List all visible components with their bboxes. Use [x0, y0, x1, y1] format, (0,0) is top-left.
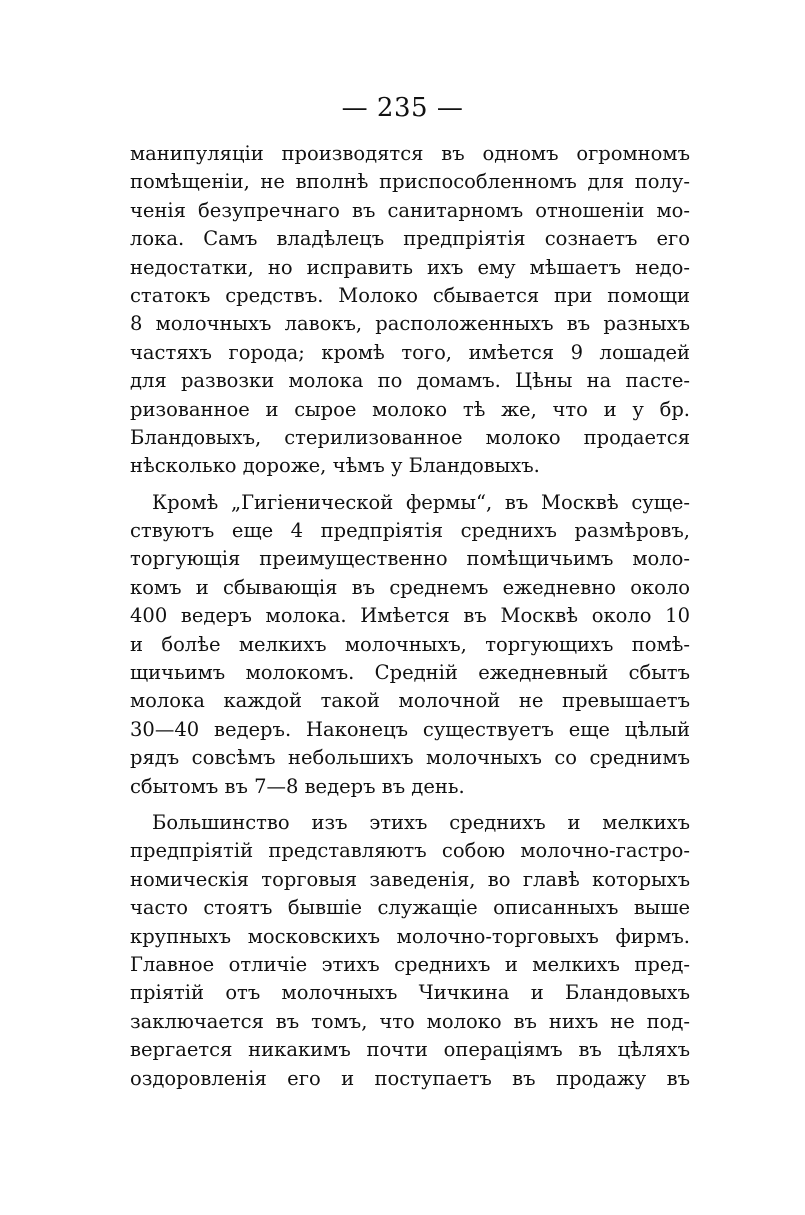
text-line: и болѣе мелкихъ молочныхъ, торгующихъ помѣ-: [130, 632, 690, 656]
text-line: пріятій отъ молочныхъ Чичкина и Бландовыхъ: [130, 981, 690, 1005]
text-line: Главное отличіе этихъ среднихъ и мелкихъ пред-: [130, 952, 690, 976]
text-line: лока. Самъ владѣлецъ предпріятія сознаетъ его: [130, 227, 690, 251]
text-line: предпріятій представляютъ собою молочно-гастро-: [130, 839, 690, 863]
text-line: заключается въ томъ, что молоко въ нихъ не под-: [130, 1009, 690, 1033]
paragraph-gap: [130, 481, 690, 489]
text-line: ствуютъ еще 4 предпріятія среднихъ размѣровъ,: [130, 519, 690, 543]
text-line: Кромѣ „Гигіенической фермы“, въ Москвѣ суще-: [152, 490, 690, 514]
body-text: [130, 140, 690, 1093]
text-line: вергается никакимъ почти операціямъ въ цѣляхъ: [130, 1038, 690, 1062]
text-line: Бландовыхъ, стерилизованное молоко продается: [130, 425, 690, 449]
text-line: щичьимъ молокомъ. Средній ежедневный сбытъ: [130, 661, 690, 685]
text-line: 30—40 ведеръ. Наконецъ существуетъ еще цѣлый: [130, 717, 690, 741]
text-line: оздоровленія его и поступаетъ въ продажу въ: [130, 1066, 690, 1090]
text-line: рядъ совсѣмъ небольшихъ молочныхъ со среднимъ: [130, 746, 690, 770]
text-line: Большинство изъ этихъ среднихъ и мелкихъ: [152, 810, 690, 834]
text-line: 400 ведеръ молока. Имѣется въ Москвѣ около 10: [130, 604, 690, 628]
text-line: сбытомъ въ 7—8 ведеръ въ день.: [130, 774, 465, 798]
text-line: крупныхъ московскихъ молочно-торговыхъ фирмъ.: [130, 924, 690, 948]
paragraph-gap: [130, 801, 690, 809]
text-line: для развозки молока по домамъ. Цѣны на пасте-: [130, 369, 690, 393]
text-line: помѣщеніи, не вполнѣ приспособленномъ для полу-: [130, 170, 690, 194]
text-line: комъ и сбывающія въ среднемъ ежедневно около: [130, 575, 690, 599]
text-line: частяхъ города; кромѣ того, имѣется 9 лошадей: [130, 340, 690, 364]
paragraph-3: [130, 809, 690, 1093]
text-line: молока каждой такой молочной не превышаетъ: [130, 689, 690, 713]
text-line: торгующія преимущественно помѣщичьимъ моло-: [130, 547, 690, 571]
text-line: статокъ средствъ. Молоко сбывается при помощи: [130, 283, 690, 307]
text-line: 8 молочныхъ лавокъ, расположенныхъ въ разныхъ: [130, 312, 690, 336]
text-line: недостатки, но исправить ихъ ему мѣшаетъ недо-: [130, 255, 690, 279]
text-line: манипуляціи производятся въ одномъ огромномъ: [130, 142, 690, 165]
paragraph-2: [130, 489, 690, 801]
text-line: номическія торговыя заведенія, во главѣ которыхъ: [130, 867, 690, 891]
text-line: ченія безупречнаго въ санитарномъ отношеніи мо-: [130, 198, 690, 222]
text-line: часто стоятъ бывшіе служащіе описанныхъ выше: [130, 896, 690, 920]
page-number: — 235 —: [341, 93, 464, 123]
paragraph-1: [130, 140, 690, 481]
text-line: ризованное и сырое молоко тѣ же, что и у бр.: [130, 397, 690, 421]
text-line: нѣсколько дороже, чѣмъ у Бландовыхъ.: [130, 454, 540, 478]
